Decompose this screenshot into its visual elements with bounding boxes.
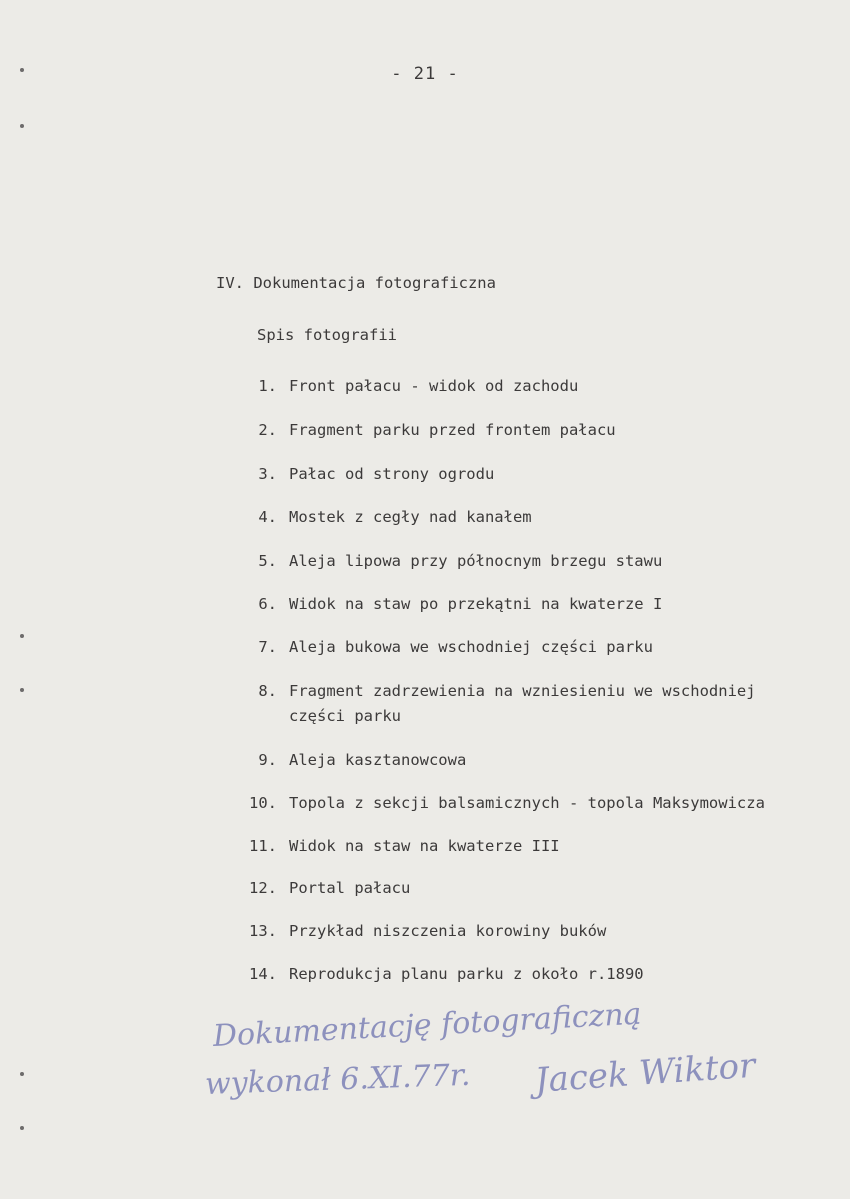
handwritten-line-1: Dokumentację fotograficzną	[212, 996, 643, 1054]
binding-hole-mark	[20, 124, 24, 128]
item-number: 14.	[249, 965, 277, 983]
list-item	[258, 595, 663, 613]
binding-hole-mark	[20, 634, 24, 638]
list-item	[258, 751, 467, 769]
item-text: Mostek z cegły nad kanałem	[289, 508, 532, 526]
item-text-continuation: części parku	[289, 707, 401, 725]
binding-hole-mark	[20, 1126, 24, 1130]
item-text: Topola z sekcji balsamicznych - topola Maksymowicza	[289, 794, 765, 812]
item-text: Fragment parku przed frontem pałacu	[289, 421, 616, 439]
handwritten-signature-note	[204, 996, 805, 1125]
item-number: 2.	[258, 421, 277, 439]
item-text: Front pałacu - widok od zachodu	[289, 377, 579, 395]
item-text: Widok na staw po przekątni na kwaterze I	[289, 595, 663, 613]
item-text: Widok na staw na kwaterze III	[289, 837, 560, 855]
item-number: 11.	[249, 837, 277, 855]
handwritten-name: Jacek Wiktor	[533, 1045, 757, 1101]
list-item	[249, 922, 607, 940]
list-item	[258, 552, 663, 570]
item-text: Aleja bukowa we wschodniej części parku	[289, 638, 653, 656]
item-number: 3.	[258, 465, 277, 483]
binding-hole-mark	[20, 1072, 24, 1076]
list-item	[249, 837, 560, 855]
item-number: 10.	[249, 794, 277, 812]
list-item	[249, 965, 644, 983]
item-text: Fragment zadrzewienia na wzniesieniu we wschodniej	[289, 682, 756, 700]
page-number: - 21 -	[391, 64, 459, 84]
item-number: 4.	[258, 508, 277, 526]
binding-hole-mark	[20, 688, 24, 692]
item-text: Reprodukcja planu parku z około r.1890	[289, 965, 644, 983]
item-text: Przykład niszczenia korowiny buków	[289, 922, 607, 940]
item-number: 1.	[258, 377, 277, 395]
list-item	[249, 879, 411, 897]
item-number: 5.	[258, 552, 277, 570]
item-text: Aleja lipowa przy północnym brzegu stawu	[289, 552, 663, 570]
list-item	[258, 638, 653, 656]
handwritten-line-2: wykonał 6.XI.77r.	[204, 1057, 471, 1102]
item-number: 8.	[258, 682, 277, 700]
item-text: Portal pałacu	[289, 879, 411, 897]
list-item	[249, 794, 765, 812]
item-number: 9.	[258, 751, 277, 769]
item-number: 12.	[249, 879, 277, 897]
item-text: Pałac od strony ogrodu	[289, 465, 495, 483]
list-item	[258, 421, 616, 439]
list-title: Spis fotografii	[257, 326, 397, 344]
item-number: 6.	[258, 595, 277, 613]
item-number: 13.	[249, 922, 277, 940]
list-item	[258, 508, 532, 526]
list-item	[258, 465, 495, 483]
list-item	[258, 377, 579, 395]
item-text: Aleja kasztanowcowa	[289, 751, 467, 769]
list-item	[258, 682, 756, 725]
item-number: 7.	[258, 638, 277, 656]
section-heading: IV. Dokumentacja fotograficzna	[216, 274, 496, 292]
